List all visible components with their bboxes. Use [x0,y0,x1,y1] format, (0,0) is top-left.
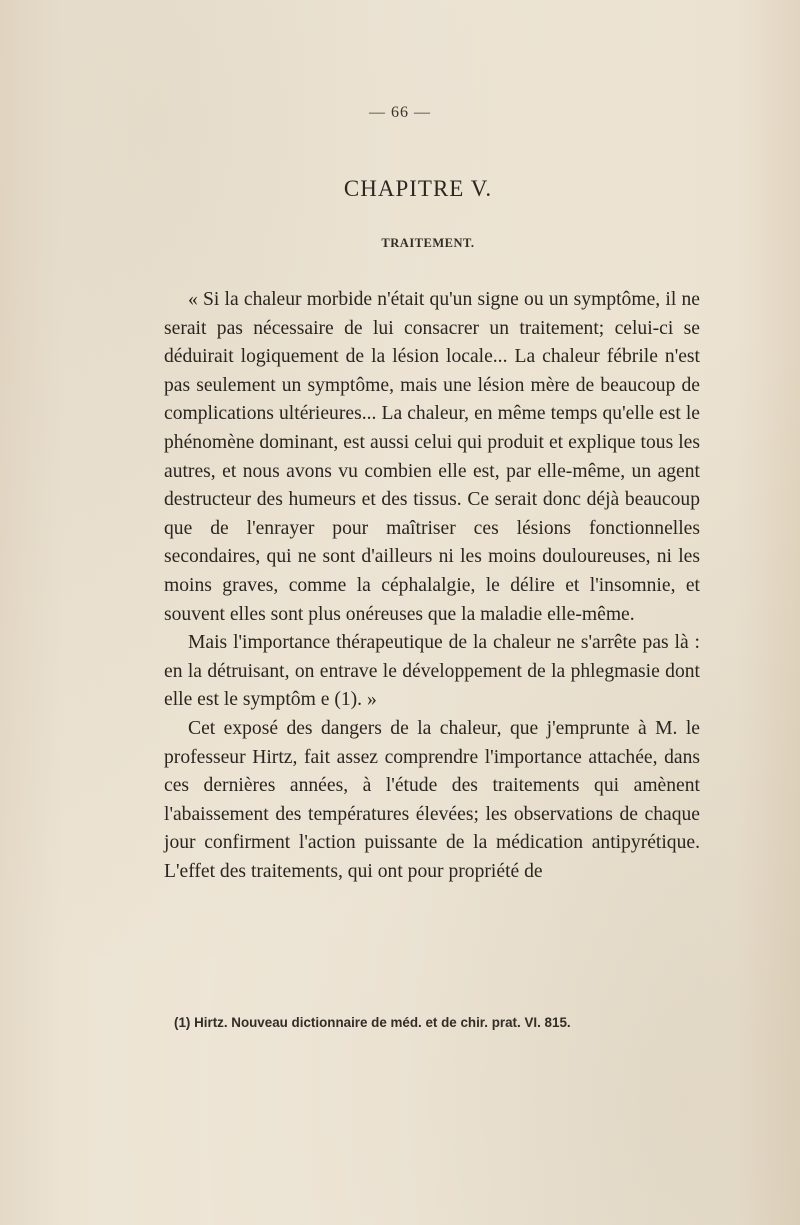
paragraph-commentary: Cet exposé des dangers de la chaleur, que j'emprunte à M. le professeur Hirtz, fait assez comprendre l'importance attachée, dans ces dernières années, à l'étude des traitements qui amènent l'abaissement des températures élevées; les observations de chaque jour confirment l'action puissante de la médication antipyrétique. L'effet des traitements, qui ont pour propriété de [164,717,700,882]
body-text [164,286,700,886]
paragraph-quote-2: Mais l'importance thérapeutique de la chaleur ne s'arrête pas là : en la détruisant, on entrave le développement de la phlegmasie dont elle est le symptôm e (1). » [164,632,700,711]
section-title: TRAITEMENT. [381,236,475,250]
footnote: (1) Hirtz. Nouveau dictionnaire de méd. et de chir. prat. VI. 815. [174,1015,571,1030]
paragraph-quote-1: « Si la chaleur morbide n'était qu'un signe ou un symptôme, il ne serait pas nécessaire de lui consacrer un traitement; celui-ci se déduirait logiquement de la lésion locale... La chaleur fébrile n'est pas seulement un symptôme, mais une lésion mère de beaucoup de complications ultérieures... La chaleur, en même temps qu'elle est le phénomène dominant, est aussi celui qui produit et explique tous les autres, et nous avons vu combien elle est, par elle-même, un agent destructeur des humeurs et des tissus. Ce serait donc déjà beaucoup que de l'enrayer pour maîtriser ces lésions fonctionnelles secondaires, qui ne sont d'ailleurs ni les moins douloureuses, ni les moins graves, comme la céphalalgie, le délire et l'insomnie, et souvent elles sont plus onéreuses que la maladie elle-même. [164,289,700,625]
page-number: — 66 — [369,104,431,121]
chapter-title: CHAPITRE V. [343,176,493,201]
